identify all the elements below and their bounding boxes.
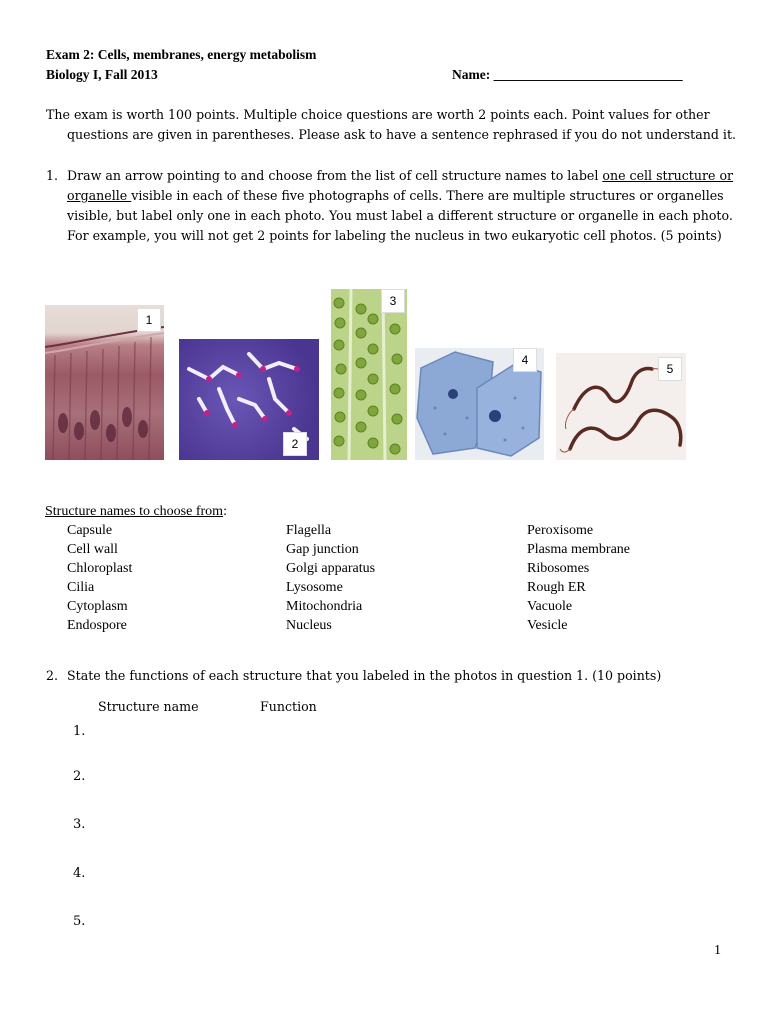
structure-item: Nucleus <box>286 618 332 633</box>
structure-item: Lysosome <box>286 580 343 595</box>
q2-number: 2. <box>46 668 59 683</box>
photo-4-cheek-cells <box>415 348 544 460</box>
structure-list-heading <box>45 504 227 520</box>
structure-column-2 <box>286 521 375 635</box>
q1-line-1a: Draw an arrow pointing to and choose from the list of cell structure names to label <box>67 168 603 183</box>
q1-line-2 <box>67 186 724 206</box>
intro-line-2: questions are given in parentheses. Please ask to have a sentence rephrased if you do not understand it. <box>67 127 737 142</box>
photo-1-label: 1 <box>137 308 161 332</box>
structure-item: Capsule <box>67 523 113 538</box>
structure-item: Chloroplast <box>67 561 133 576</box>
structure-item: Peroxisome <box>527 523 594 538</box>
structure-item: Vesicle <box>527 618 568 633</box>
photo-4-label: 4 <box>513 348 537 372</box>
photo-2-bacteria <box>179 339 319 460</box>
structure-item: Plasma membrane <box>527 542 631 557</box>
structure-item: Vacuole <box>527 599 573 614</box>
q1-emphasis-2: organelle <box>67 188 132 203</box>
structure-item: Gap junction <box>286 542 359 557</box>
structure-heading-colon: : <box>223 504 227 519</box>
structure-item: Cytoplasm <box>67 599 128 614</box>
q1-number: 1. <box>46 168 59 183</box>
name-field <box>452 67 683 83</box>
answer-row-5[interactable]: 5. <box>73 914 86 929</box>
answer-row-2[interactable]: 2. <box>73 769 86 784</box>
structure-column-1 <box>67 521 132 635</box>
photo-3-plant-cells <box>331 289 407 460</box>
structure-item: Flagella <box>286 523 332 538</box>
structure-item: Cell wall <box>67 542 118 557</box>
intro-line-1: The exam is worth 100 points. Multiple choice questions are worth 2 points each. Point values for other <box>46 107 710 122</box>
structure-item: Cilia <box>67 580 95 595</box>
q1-line-1 <box>67 166 733 186</box>
exam-title: Exam 2: Cells, membranes, energy metabolism <box>46 47 317 62</box>
q2-structure-col-header: Structure name <box>98 699 199 714</box>
structure-item: Mitochondria <box>286 599 363 614</box>
q2-function-col-header: Function <box>260 699 317 714</box>
answer-row-3[interactable]: 3. <box>73 817 86 832</box>
structure-item: Ribosomes <box>527 561 590 576</box>
structure-item: Endospore <box>67 618 127 633</box>
photo-5-spirochetes <box>556 353 686 460</box>
q1-line-2b: visible in each of these five photographs of cells. There are multiple structures or organelles <box>131 188 724 203</box>
structure-column-3 <box>527 521 630 635</box>
name-label: Name: <box>452 67 494 82</box>
answer-row-1[interactable]: 1. <box>73 724 86 739</box>
q1-line-3: visible, but label only one in each photo. You must label a different structure or organelle in each photo. <box>67 208 733 223</box>
photo-3-label: 3 <box>381 289 405 313</box>
photo-2-label: 2 <box>283 432 307 456</box>
course-name: Biology I, Fall 2013 <box>46 67 158 82</box>
answer-row-4[interactable]: 4. <box>73 866 86 881</box>
q1-emphasis-1: one cell structure or <box>602 168 734 183</box>
structure-item: Rough ER <box>527 580 586 595</box>
q1-line-4: For example, you will not get 2 points for labeling the nucleus in two eukaryotic cell photos. (5 points) <box>67 228 722 243</box>
name-blank: ____________________________ <box>493 67 683 82</box>
page-number: 1 <box>714 943 721 958</box>
q2-text: State the functions of each structure that you labeled in the photos in question 1. (10 points) <box>67 668 662 683</box>
structure-heading-text: Structure names to choose from <box>45 504 224 519</box>
structure-item: Golgi apparatus <box>286 561 376 576</box>
photo-5-label: 5 <box>658 357 682 381</box>
photo-1-epithelium <box>45 305 164 460</box>
